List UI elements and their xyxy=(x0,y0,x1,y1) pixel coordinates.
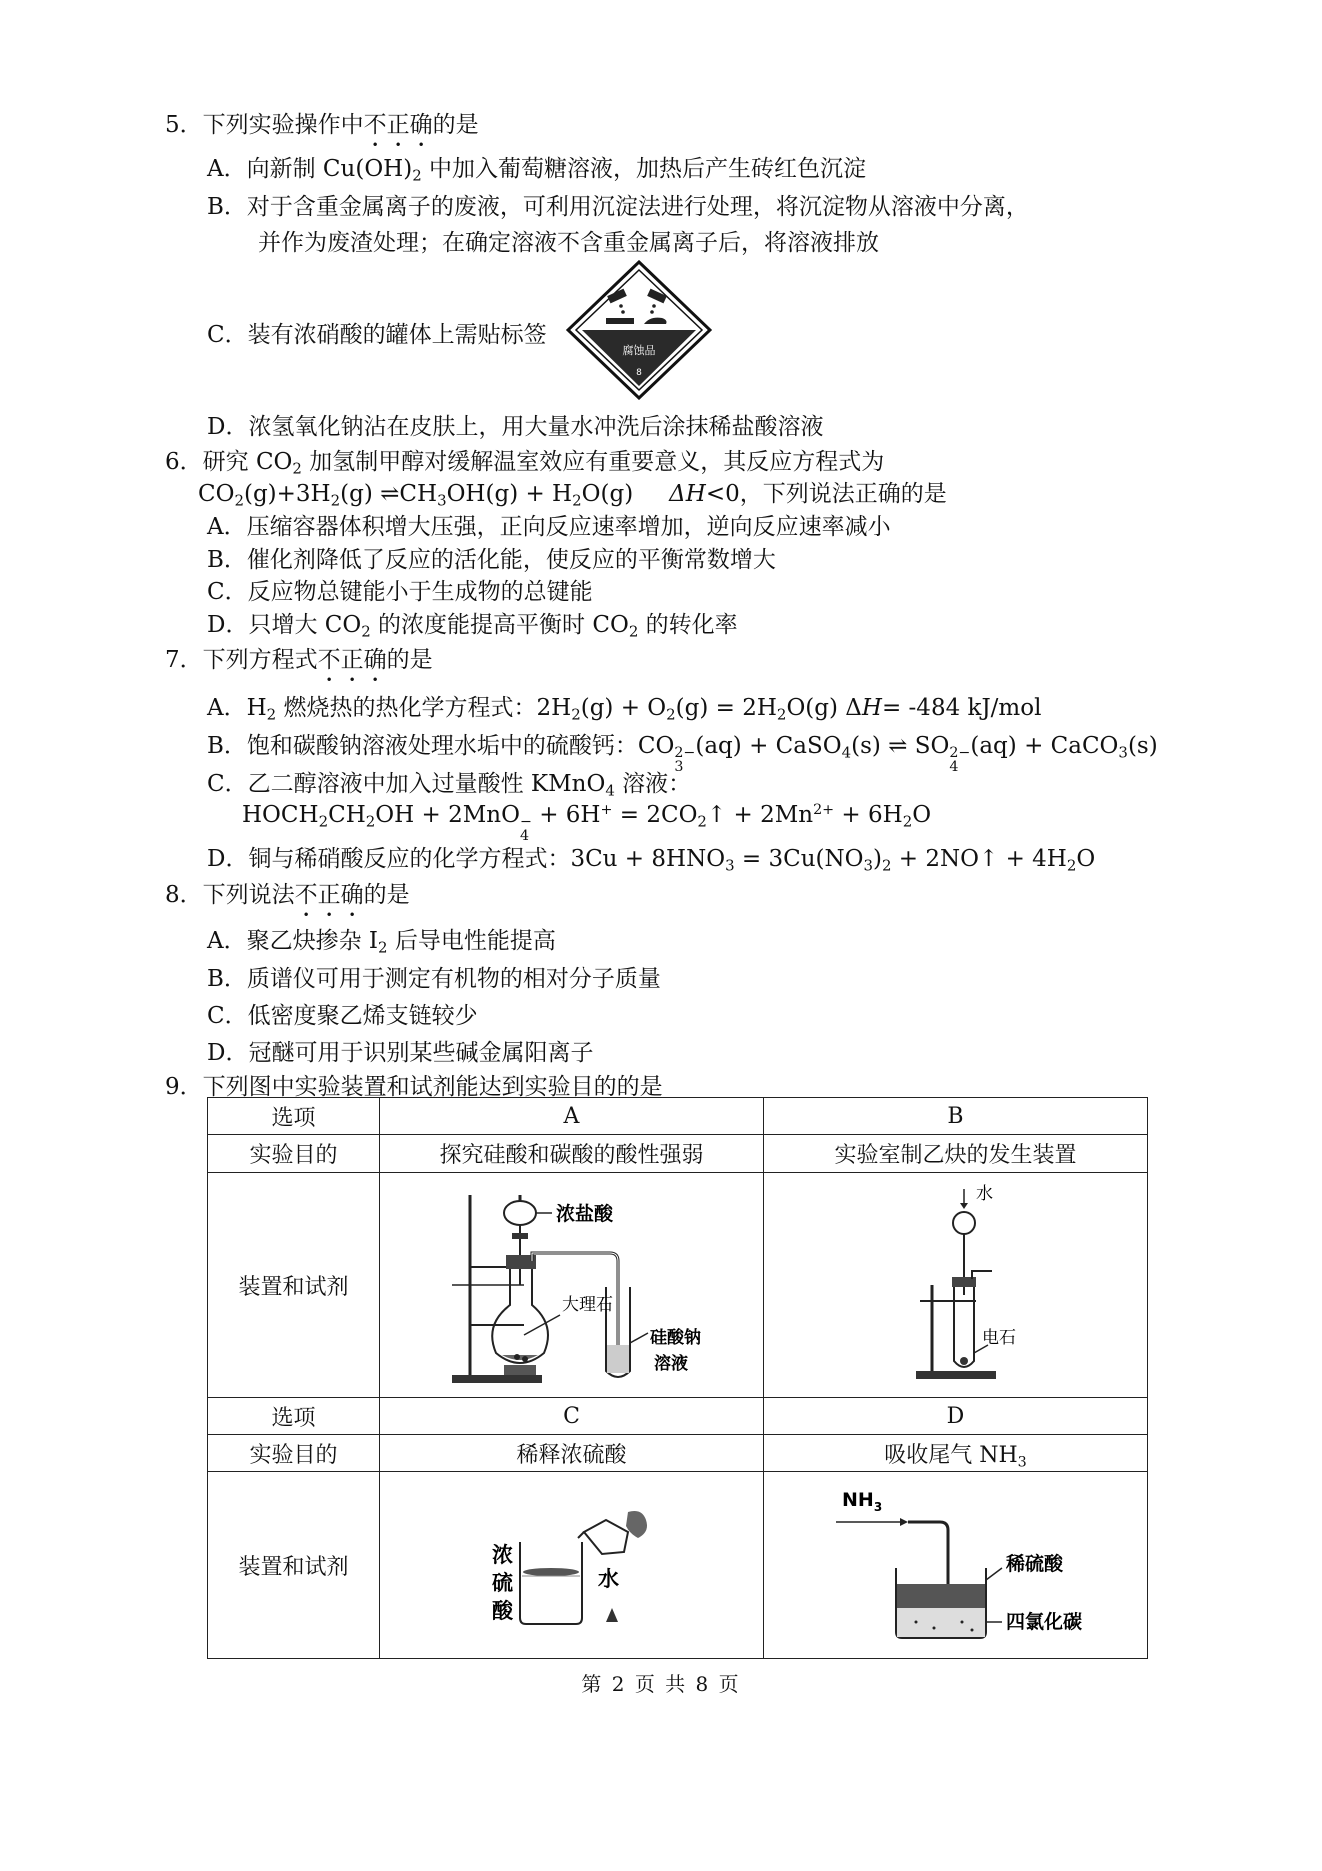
label-water-c: 水 xyxy=(597,1567,619,1591)
q7-option-b: B．饱和碳酸钠溶液处理水垢中的硫酸钙：CO 2− 3 (aq) + CaSO$_4$(s) ⇌ SO 2− 4 (aq) + CaCO$_3$(s) xyxy=(207,733,1158,775)
q6-option-a: A．压缩容器体积增大压强，正向反应速率增加，逆向反应速率减小 xyxy=(207,514,891,540)
q5-emphasis: 不正确 xyxy=(363,112,433,138)
q8-option-d: D．冠醚可用于识别某些碱金属阳离子 xyxy=(207,1040,594,1066)
q6-equation: $CO_2(g)+3H_2(g)$ $\rightleftharpoons CH_3OH(g) + H_2O(g)$ ΔH<0，下列说法正确的是 xyxy=(198,481,947,510)
col-header-c: C xyxy=(380,1398,764,1435)
q6-option-c: C．反应物总键能小于生成物的总键能 xyxy=(207,579,593,605)
q8-emphasis: 不正确 xyxy=(294,882,364,908)
table-row xyxy=(208,1472,1148,1659)
corrosive-hazard-label xyxy=(566,260,712,400)
label-ccl4: 四氯化碳 xyxy=(1005,1611,1082,1633)
page-footer: 第 2 页 共 8 页 xyxy=(581,1672,741,1696)
apparatus-a-diagram xyxy=(392,1175,752,1390)
q7-option-a: A．$H_2$ 燃烧热的热化学方程式：$2H_2(g) + O_2(g) = 2H_2O(g)$ ΔH= -484 kJ/mol xyxy=(207,695,1042,724)
q7-number: 7． xyxy=(165,647,203,673)
apparatus-b-diagram xyxy=(776,1175,1136,1390)
label-dilute-h2so4: 稀硫酸 xyxy=(1005,1553,1063,1575)
col-header-a: A xyxy=(380,1098,764,1135)
hazard-class: 8 xyxy=(636,368,642,378)
purpose-b: 实验室制乙炔的发生装置 xyxy=(764,1135,1148,1173)
apparatus-c-diagram xyxy=(392,1472,752,1652)
col-header-b: B xyxy=(764,1098,1148,1135)
table-row xyxy=(208,1398,1148,1435)
purpose-c: 稀释浓硫酸 xyxy=(380,1435,764,1472)
q7-option-c-line1: C．乙二醇溶液中加入过量酸性 KMnO$_4$ 溶液： xyxy=(207,771,692,800)
q5-option-b-line2: 并作为废渣处理；在确定溶液不含重金属离子后，将溶液排放 xyxy=(258,230,879,256)
label-sulfuric: 硫 xyxy=(491,1571,513,1595)
q6-option-d: D．只增大 $CO_2$ 的浓度能提高平衡时 $CO_2$ 的转化率 xyxy=(207,612,738,641)
label-conc: 浓 xyxy=(491,1543,513,1567)
experiment-table xyxy=(207,1097,1148,1659)
q8-option-c: C．低密度聚乙烯支链较少 xyxy=(207,1003,478,1029)
table-row xyxy=(208,1098,1148,1135)
apparatus-a-cell xyxy=(380,1173,764,1398)
label-solution: 溶液 xyxy=(653,1353,688,1374)
q6-option-b: B．催化剂降低了反应的活化能，使反应的平衡常数增大 xyxy=(207,547,776,573)
q9-stem: 9．下列图中实验装置和试剂能达到实验目的的是 xyxy=(165,1074,663,1100)
q5-stem: 5．下列实验操作中不正确的是 xyxy=(165,112,479,138)
purpose-a: 探究硅酸和碳酸的酸性强弱 xyxy=(380,1135,764,1173)
purpose-d: 吸收尾气 $NH_3$ xyxy=(764,1435,1148,1472)
row-header-purpose: 实验目的 xyxy=(208,1135,380,1173)
q8-stem: 8．下列说法不正确的是 xyxy=(165,882,410,908)
row-header-purpose-2: 实验目的 xyxy=(208,1435,380,1472)
label-water: 水 xyxy=(975,1183,993,1204)
col-header-d: D xyxy=(764,1398,1148,1435)
label-calcium-carbide: 电石 xyxy=(981,1327,1016,1348)
q7-option-c-equation: $HOCH_2CH_2OH + 2MnO$ − 4 + $6H^+ = 2CO_2↑ + 2Mn^{2+} + 6H_2O$ xyxy=(242,802,932,844)
q7-emphasis: 不正确 xyxy=(317,647,387,673)
label-conc-hcl: 浓盐酸 xyxy=(555,1202,613,1225)
q8-option-b: B．质谱仪可用于测定有机物的相对分子质量 xyxy=(207,966,661,992)
table-row xyxy=(208,1135,1148,1173)
table-row xyxy=(208,1173,1148,1398)
q8-number: 8． xyxy=(165,882,203,908)
q7-option-d: D．铜与稀硝酸反应的化学方程式：$3Cu + 8HNO_3 = 3Cu(NO_3)_2$ + 2NO↑ + $4H_2O$ xyxy=(207,846,1096,875)
q6-number: 6． xyxy=(165,449,203,475)
label-nh3: $NH_3$ xyxy=(841,1489,882,1514)
label-acid: 酸 xyxy=(491,1599,513,1623)
q5-option-a: A．向新制 $Cu(OH)_2$ 中加入葡萄糖溶液，加热后产生砖红色沉淀 xyxy=(207,156,867,185)
apparatus-d-cell xyxy=(764,1472,1148,1659)
q6-stem-line1: 6．研究 $CO_2$ 加氢制甲醇对缓解温室效应有重要意义，其反应方程式为 xyxy=(165,449,885,478)
row-header-option: 选项 xyxy=(208,1098,380,1135)
apparatus-c-cell xyxy=(380,1472,764,1659)
q5-option-b-line1: B．对于含重金属离子的废液，可利用沉淀法进行处理，将沉淀物从溶液中分离， xyxy=(207,194,1029,220)
row-header-apparatus: 装置和试剂 xyxy=(208,1173,380,1398)
hazard-label-text: 腐蚀品 xyxy=(622,344,656,357)
q5-option-d: D．浓氢氧化钠沾在皮肤上，用大量水冲洗后涂抹稀盐酸溶液 xyxy=(207,414,824,440)
label-marble: 大理石 xyxy=(561,1294,613,1315)
row-header-option-2: 选项 xyxy=(208,1398,380,1435)
q5-option-c: C．装有浓硝酸的罐体上需贴标签 xyxy=(207,322,547,348)
q8-option-a: A．聚乙炔掺杂 $I_2$ 后导电性能提高 xyxy=(207,928,556,957)
row-header-apparatus-2: 装置和试剂 xyxy=(208,1472,380,1659)
table-row xyxy=(208,1435,1148,1472)
q9-number: 9． xyxy=(165,1074,203,1100)
q5-number: 5． xyxy=(165,112,203,138)
apparatus-b-cell xyxy=(764,1173,1148,1398)
q7-stem: 7．下列方程式不正确的是 xyxy=(165,647,433,673)
apparatus-d-diagram xyxy=(776,1472,1136,1652)
label-sodium-silicate: 硅酸钠 xyxy=(649,1327,701,1348)
